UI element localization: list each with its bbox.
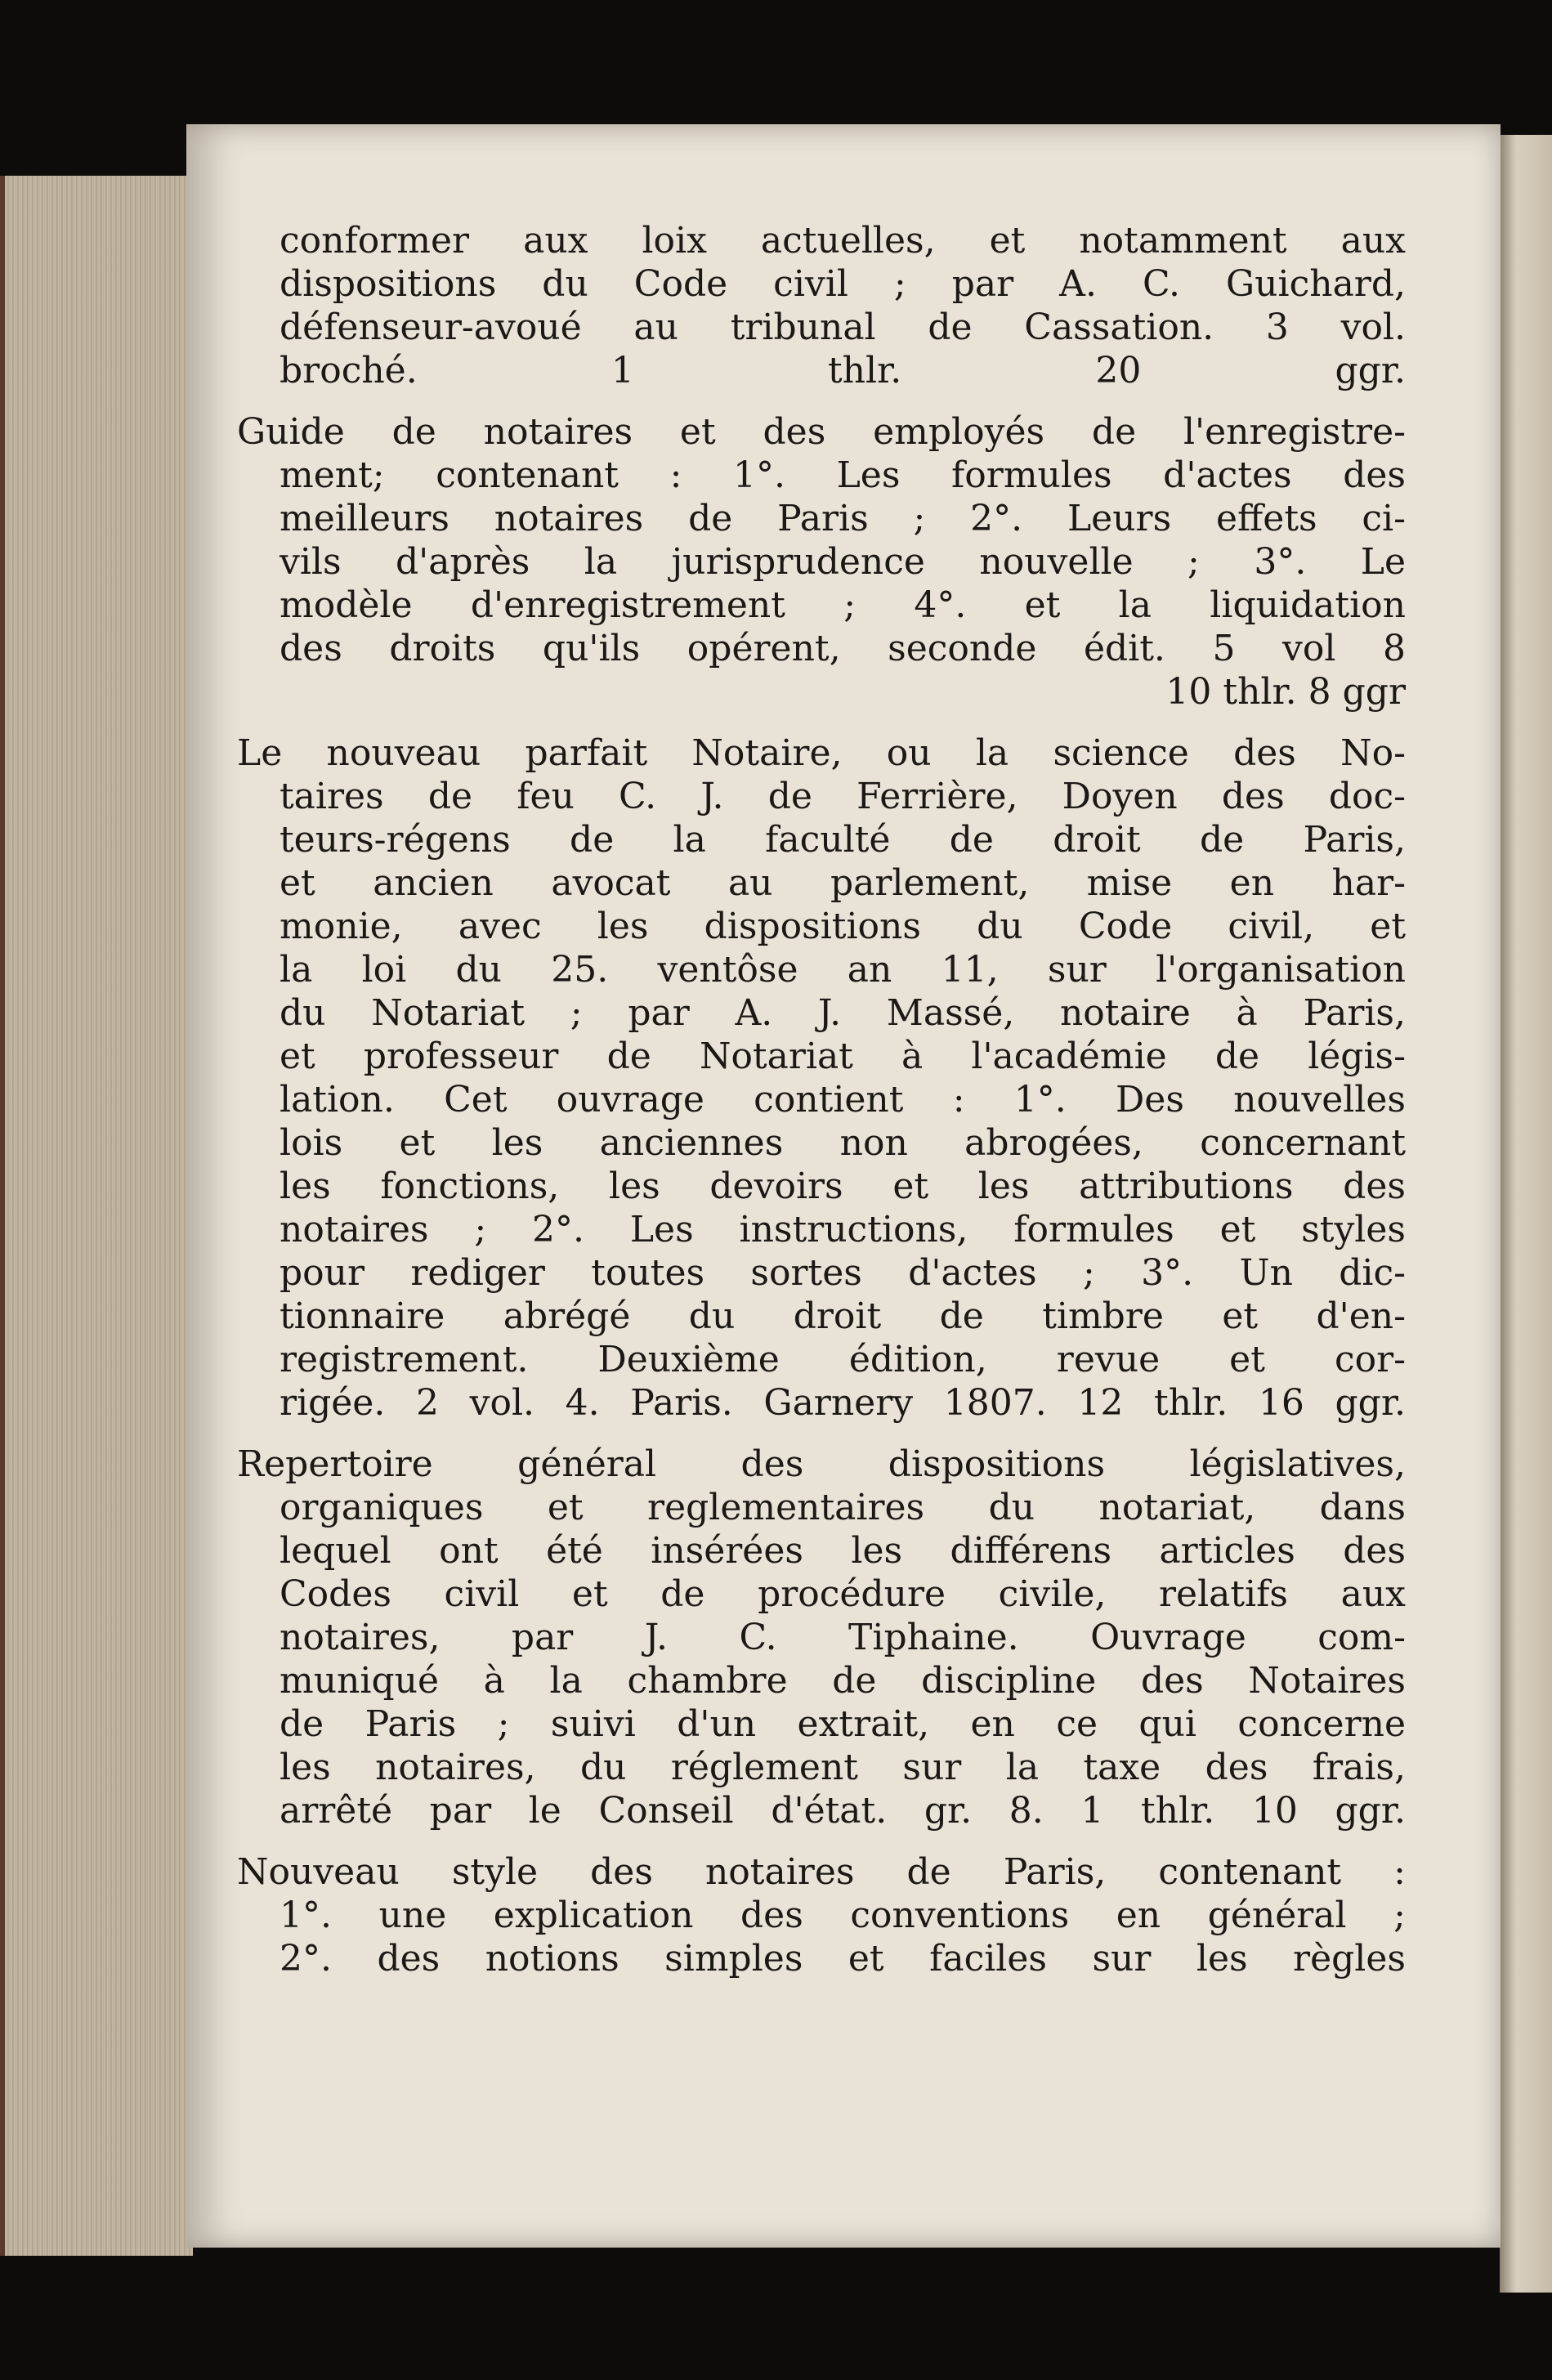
- text-line: de Paris ; suivi d'un extrait, en ce qui concerne: [280, 1703, 1406, 1745]
- entry-parfait-notaire: [237, 731, 1406, 1425]
- page-text: [237, 219, 1406, 1998]
- text-line: lation. Cet ouvrage contient : 1°. Des nouvelles: [280, 1079, 1406, 1121]
- text-line: conformer aux loix actuelles, et notamment aux: [280, 220, 1406, 262]
- entry-repertoire-general: [237, 1443, 1406, 1832]
- text-line: monie, avec les dispositions du Code civil, et: [280, 906, 1406, 947]
- text-line: notaires, par J. C. Tiphaine. Ouvrage com-: [280, 1617, 1406, 1658]
- text-line: broché. 1 thlr. 20 ggr.: [280, 350, 1406, 391]
- text-line: muniqué à la chambre de discipline des Notaires: [280, 1660, 1406, 1702]
- text-line: 2°. des notions simples et faciles sur les règles: [280, 1938, 1406, 1980]
- entry-nouveau-style: [237, 1850, 1406, 1980]
- text-line: rigée. 2 vol. 4. Paris. Garnery 1807. 12 thlr. 16 ggr.: [280, 1382, 1406, 1424]
- text-line: dispositions du Code civil ; par A. C. Guichard,: [280, 263, 1406, 305]
- text-line: pour rediger toutes sortes d'actes ; 3°. Un dic-: [280, 1252, 1406, 1294]
- text-line: la loi du 25. ventôse an 11, sur l'organisation: [280, 949, 1406, 991]
- text-line: 1°. une explication des conventions en général ;: [280, 1895, 1406, 1936]
- text-line: Repertoire général des dispositions législatives,: [237, 1443, 1406, 1485]
- text-line: notaires ; 2°. Les instructions, formules et styles: [280, 1209, 1406, 1250]
- book-fore-edge: [0, 176, 193, 2256]
- text-line: registrement. Deuxième édition, revue et cor-: [280, 1339, 1406, 1380]
- text-line: Nouveau style des notaires de Paris, contenant :: [237, 1851, 1406, 1893]
- text-line: ment; contenant : 1°. Les formules d'actes des: [280, 454, 1406, 496]
- book-right-edge: [1500, 135, 1552, 2293]
- text-line: tionnaire abrégé du droit de timbre et d'en-: [280, 1295, 1406, 1337]
- text-line: lois et les anciennes non abrogées, concernant: [280, 1122, 1406, 1164]
- text-line: organiques et reglementaires du notariat, dans: [280, 1487, 1406, 1528]
- text-line: Guide de notaires et des employés de l'enregistre-: [237, 411, 1406, 453]
- entry-continuation: [237, 219, 1406, 392]
- text-line: du Notariat ; par A. J. Massé, notaire à Paris,: [280, 992, 1406, 1034]
- text-line: taires de feu C. J. de Ferrière, Doyen des doc-: [280, 776, 1406, 817]
- text-line: les notaires, du réglement sur la taxe des frais,: [280, 1747, 1406, 1788]
- text-line: arrêté par le Conseil d'état. gr. 8. 1 thlr. 10 ggr.: [280, 1790, 1406, 1832]
- text-line: teurs-régens de la faculté de droit de Paris,: [280, 819, 1406, 861]
- text-line: défenseur-avoué au tribunal de Cassation. 3 vol.: [280, 306, 1406, 348]
- price-line: 10 thlr. 8 ggr: [1165, 671, 1406, 713]
- entry-guide-notaires: [237, 410, 1406, 714]
- text-line: et ancien avocat au parlement, mise en har-: [280, 862, 1406, 904]
- text-line: Codes civil et de procédure civile, relatifs aux: [280, 1573, 1406, 1615]
- text-line: meilleurs notaires de Paris ; 2°. Leurs effets ci-: [280, 498, 1406, 539]
- text-line: lequel ont été insérées les différens articles des: [280, 1530, 1406, 1572]
- text-line: vils d'après la jurisprudence nouvelle ; 3°. Le: [280, 541, 1406, 583]
- text-line: les fonctions, les devoirs et les attributions des: [280, 1165, 1406, 1207]
- text-line: des droits qu'ils opérent, seconde édit. 5 vol 8: [280, 628, 1406, 669]
- text-line: modèle d'enregistrement ; 4°. et la liquidation: [280, 584, 1406, 626]
- text-line: Le nouveau parfait Notaire, ou la science des No-: [237, 732, 1406, 774]
- text-line: et professeur de Notariat à l'académie de légis-: [280, 1036, 1406, 1077]
